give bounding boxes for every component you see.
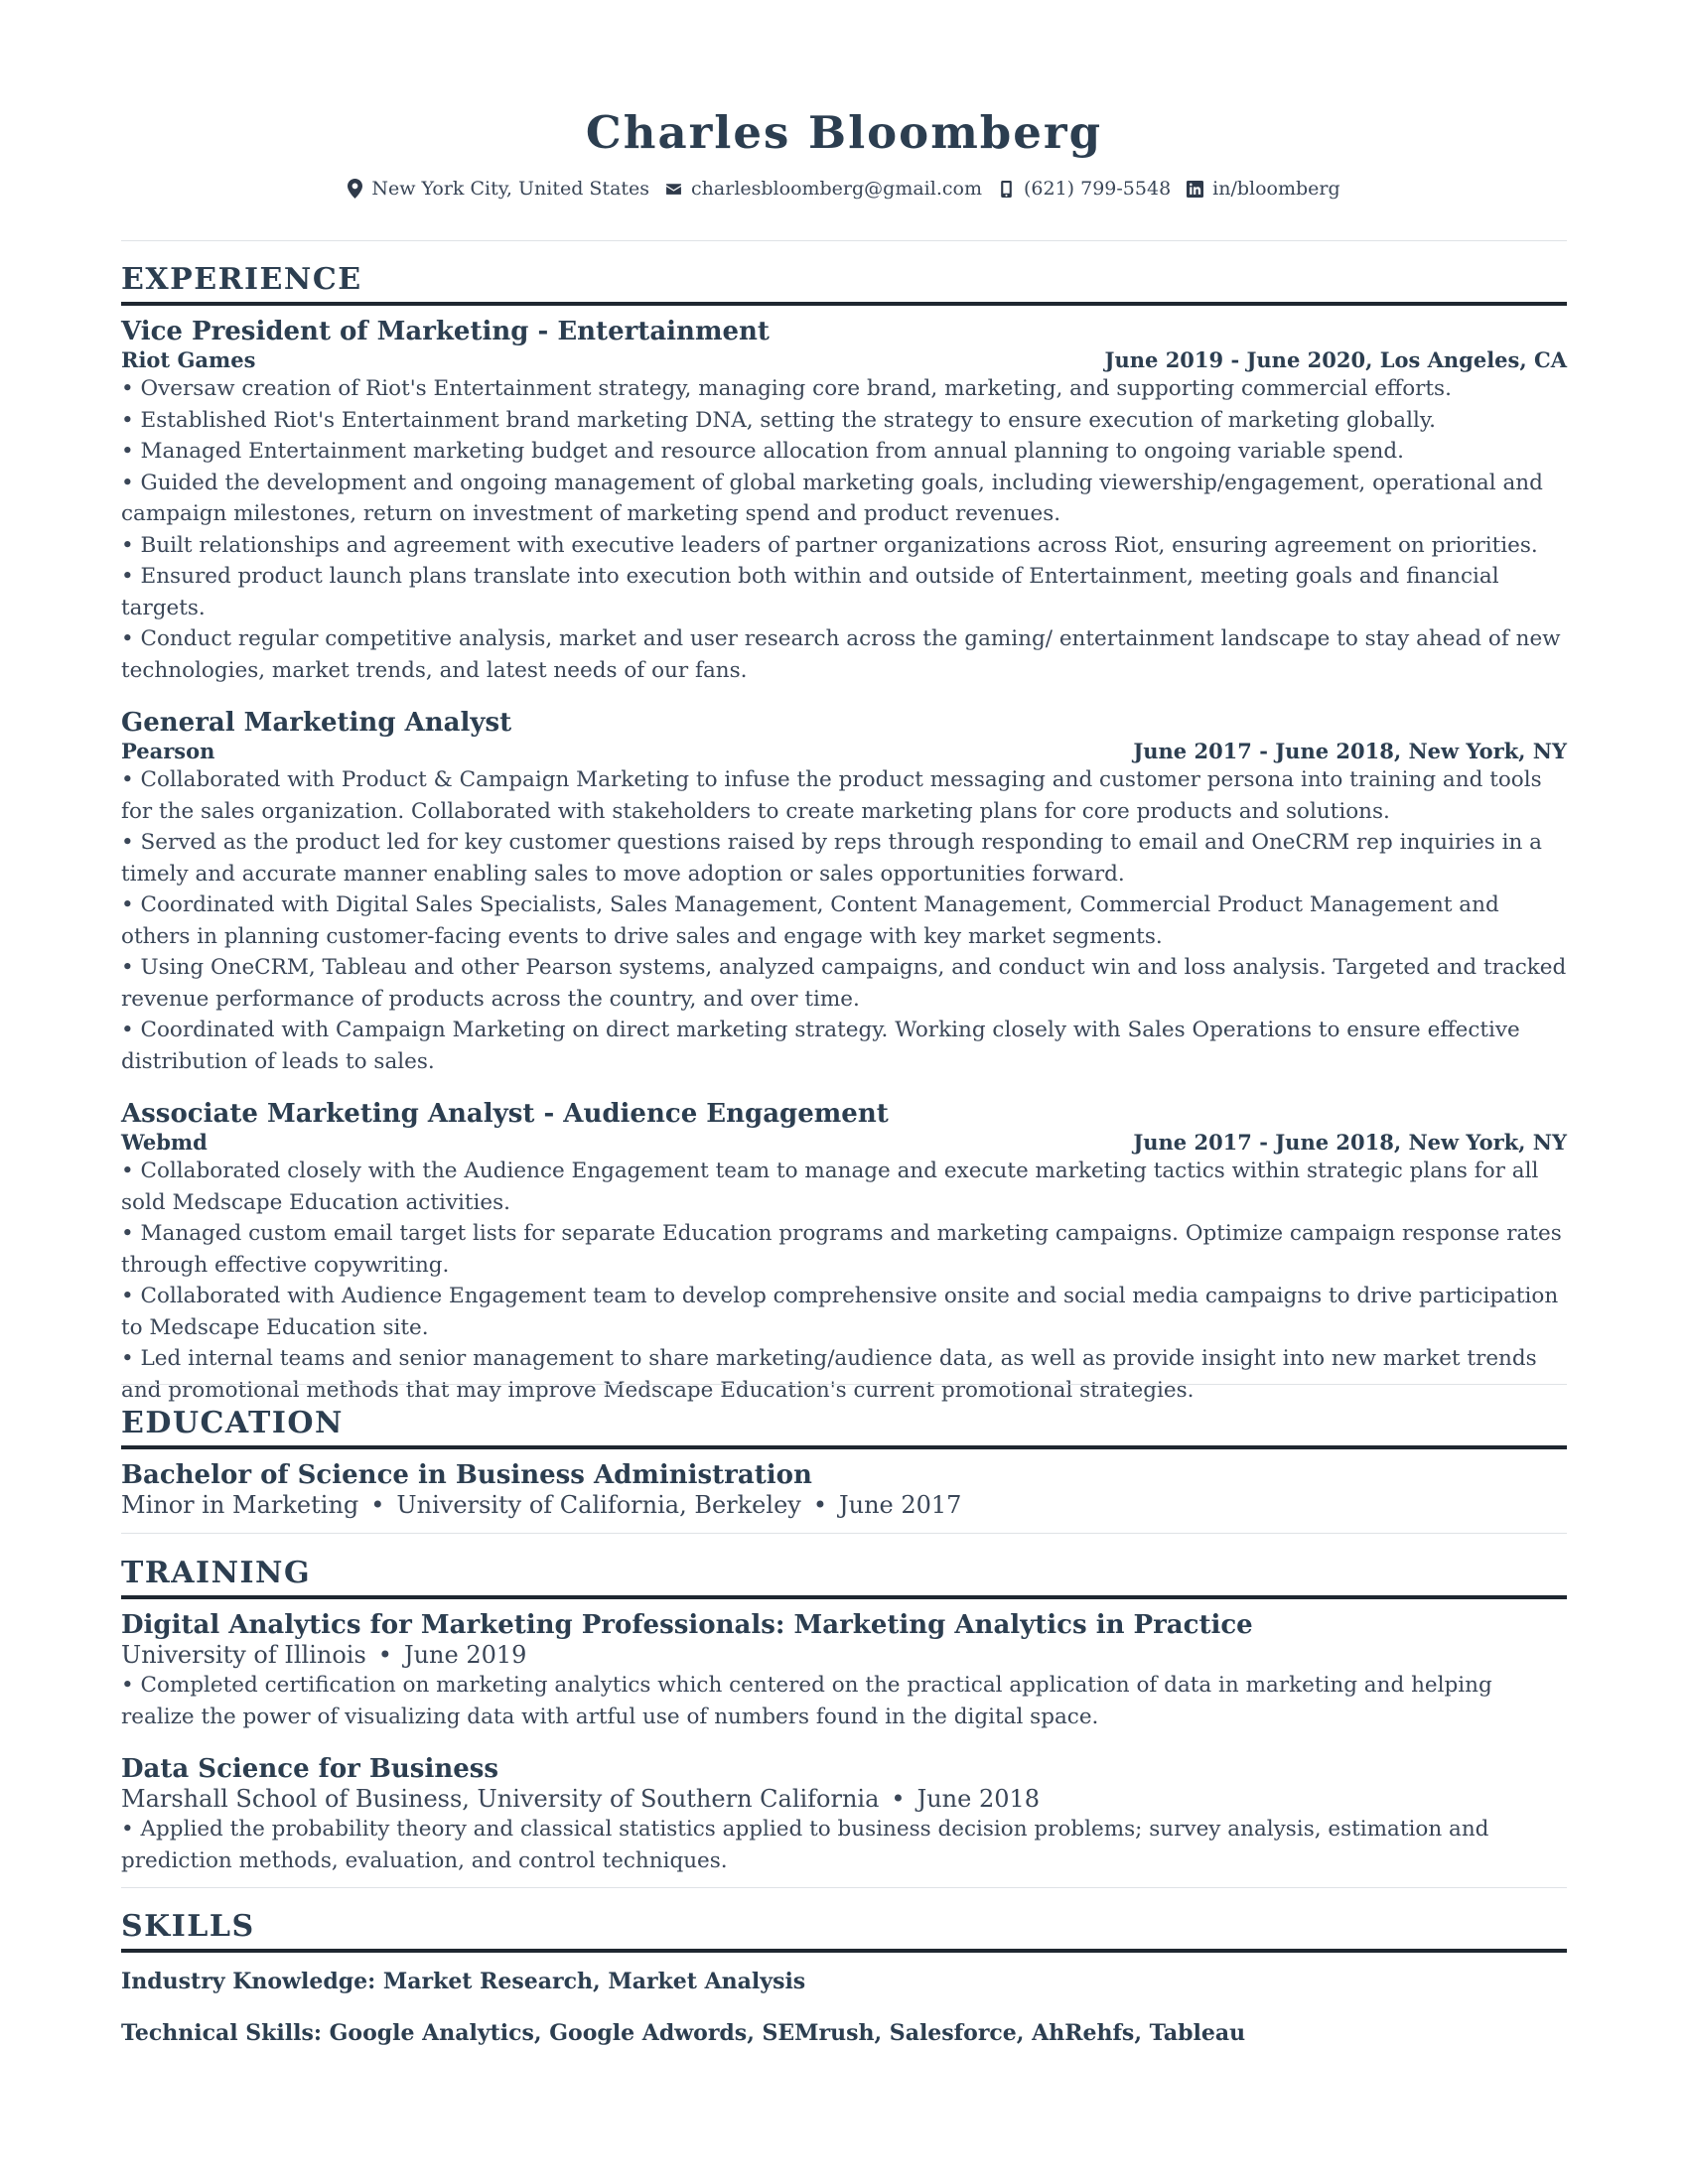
education-entry xyxy=(121,1459,1567,1520)
job-meta xyxy=(121,739,1567,764)
job-title: General Marketing Analyst xyxy=(121,708,512,738)
training-heading: TRAINING xyxy=(121,1556,312,1590)
email-text[interactable]: charlesbloomberg@gmail.com xyxy=(691,178,982,200)
job-company: Riot Games xyxy=(121,347,256,372)
job-bullets xyxy=(121,1156,1567,1406)
header-divider xyxy=(121,240,1567,241)
job-company: Pearson xyxy=(121,739,215,763)
job-dates: June 2017 - June 2018, New York, NY xyxy=(1133,1130,1567,1155)
job-entry xyxy=(121,707,1567,1077)
separator-dot: • xyxy=(377,1641,392,1669)
linkedin-icon xyxy=(1187,181,1203,198)
education-minor: Minor in Marketing xyxy=(121,1491,359,1519)
training-bullets xyxy=(121,1814,1567,1876)
job-meta xyxy=(121,1130,1567,1156)
education-heading: EDUCATION xyxy=(121,1406,344,1440)
job-bullet: • Guided the development and ongoing management of global marketing goals, including viewership/engagement, operational and campaign milestones, return on investment of marketing spend and product revenues. xyxy=(121,470,1543,526)
training-school: Marshall School of Business, University of Southern California xyxy=(121,1785,880,1813)
training-bullets xyxy=(121,1670,1567,1732)
section-divider xyxy=(121,1887,1567,1888)
training-heading-rule xyxy=(121,1595,1567,1599)
education-school: University of California, Berkeley xyxy=(396,1491,801,1519)
training-entry xyxy=(121,1609,1567,1732)
training-date: June 2019 xyxy=(403,1641,527,1669)
training-bullet: • Applied the probability theory and classical statistics applied to business decision problems; survey analysis, estimation and prediction methods, evaluation, and control techniques. xyxy=(121,1817,1489,1873)
section-divider xyxy=(121,1384,1567,1385)
job-bullet: • Led internal teams and senior management to share marketing/audience data, as well as provide insight into new market trends and promotional methods that may improve Medscape Education's current promotional strategies. xyxy=(121,1346,1537,1403)
linkedin-text[interactable]: in/bloomberg xyxy=(1212,178,1340,200)
job-bullet: • Conduct regular competitive analysis, market and user research across the gaming/ entertainment landscape to stay ahead of new technologies, market trends, and latest needs of our fans. xyxy=(121,626,1561,683)
skills-heading: SKILLS xyxy=(121,1909,255,1944)
skills-industry: Industry Knowledge: Market Research, Market Analysis xyxy=(121,1969,806,1994)
section-divider xyxy=(121,1533,1567,1534)
training-date: June 2018 xyxy=(916,1785,1041,1813)
mobile-phone-icon xyxy=(998,181,1015,198)
job-dates: June 2019 - June 2020, Los Angeles, CA xyxy=(1104,347,1567,372)
training-entry xyxy=(121,1753,1567,1876)
contact-location xyxy=(348,175,649,203)
training-meta xyxy=(121,1785,1567,1814)
job-title: Vice President of Marketing - Entertainment xyxy=(121,317,770,346)
separator-dot: • xyxy=(370,1491,385,1519)
experience-heading: EXPERIENCE xyxy=(121,262,362,297)
location-text: New York City, United States xyxy=(371,178,650,200)
job-bullet: • Ensured product launch plans translate into execution both within and outside of Entertainment, meeting goals and financial targets. xyxy=(121,564,1499,620)
envelope-icon xyxy=(665,181,682,198)
contact-email[interactable] xyxy=(665,175,982,203)
job-meta xyxy=(121,347,1567,373)
skills-technical: Technical Skills: Google Analytics, Google Adwords, SEMrush, Salesforce, AhRehfs, Tableau xyxy=(121,2020,1246,2046)
job-bullet: • Collaborated with Product & Campaign Marketing to infuse the product messaging and customer persona into training and tools for the sales organization. Collaborated with stakeholders to create marketing plans for core products and solutions. xyxy=(121,767,1542,824)
training-bullet: • Completed certification on marketing analytics which centered on the practical application of data in marketing and helping realize the power of visualizing data with artful use of numbers found in the digital space. xyxy=(121,1673,1492,1729)
job-dates: June 2017 - June 2018, New York, NY xyxy=(1133,739,1567,763)
job-bullets xyxy=(121,764,1567,1077)
job-bullet: • Managed custom email target lists for separate Education programs and marketing campaigns. Optimize campaign response rates through effective copywriting. xyxy=(121,1221,1562,1278)
job-bullet: • Using OneCRM, Tableau and other Pearson systems, analyzed campaigns, and conduct win and loss analysis. Targeted and tracked revenue performance of products across the country, and over time. xyxy=(121,955,1567,1012)
training-school: University of Illinois xyxy=(121,1641,366,1669)
training-meta xyxy=(121,1641,1567,1670)
location-pin-icon xyxy=(348,179,362,199)
job-entry xyxy=(121,316,1567,686)
skills-heading-rule xyxy=(121,1949,1567,1953)
contact-bar xyxy=(121,175,1567,203)
phone-text[interactable]: (621) 799-5548 xyxy=(1023,178,1172,200)
job-bullet: • Built relationships and agreement with executive leaders of partner organizations across Riot, ensuring agreement on priorities. xyxy=(121,532,1538,558)
education-section xyxy=(121,1404,1567,1520)
education-meta xyxy=(121,1491,1567,1520)
job-company: Webmd xyxy=(121,1130,208,1155)
separator-dot: • xyxy=(891,1785,906,1813)
job-bullet: • Established Riot's Entertainment brand marketing DNA, setting the strategy to ensure execution of marketing globally. xyxy=(121,407,1436,433)
training-title: Data Science for Business xyxy=(121,1754,499,1784)
contact-linkedin[interactable] xyxy=(1187,175,1340,203)
job-bullet: • Collaborated closely with the Audience Engagement team to manage and execute marketing tactics within strategic plans for all sold Medscape Education activities. xyxy=(121,1159,1539,1215)
experience-section xyxy=(121,260,1567,1406)
degree-title: Bachelor of Science in Business Administration xyxy=(121,1460,812,1490)
job-entry xyxy=(121,1098,1567,1406)
education-heading-rule xyxy=(121,1445,1567,1449)
candidate-name: Charles Bloomberg xyxy=(585,106,1103,159)
job-bullet: • Oversaw creation of Riot's Entertainment strategy, managing core brand, marketing, and supporting commercial efforts. xyxy=(121,376,1452,401)
contact-phone[interactable] xyxy=(998,175,1171,203)
experience-heading-rule xyxy=(121,302,1567,306)
training-section xyxy=(121,1554,1567,1876)
job-bullet: • Coordinated with Campaign Marketing on direct marketing strategy. Working closely with Sales Operations to ensure effective distribution of leads to sales. xyxy=(121,1018,1520,1074)
job-title: Associate Marketing Analyst - Audience Engagement xyxy=(121,1099,889,1129)
separator-dot: • xyxy=(812,1491,827,1519)
job-bullet: • Coordinated with Digital Sales Specialists, Sales Management, Content Management, Commercial Product Management and others in planning customer-facing events to drive sales and engage with key market segments. xyxy=(121,892,1499,949)
job-bullet: • Served as the product led for key customer questions raised by reps through responding to email and OneCRM rep inquiries in a timely and accurate manner enabling sales to move adoption or sales opportunities forward. xyxy=(121,830,1542,887)
education-date: June 2017 xyxy=(838,1491,962,1519)
job-bullet: • Managed Entertainment marketing budget and resource allocation from annual planning to ongoing variable spend. xyxy=(121,439,1404,464)
skills-section xyxy=(121,1907,1567,2048)
job-bullets xyxy=(121,373,1567,686)
training-title: Digital Analytics for Marketing Professionals: Marketing Analytics in Practice xyxy=(121,1610,1253,1640)
job-bullet: • Collaborated with Audience Engagement team to develop comprehensive onsite and social media campaigns to drive participation to Medscape Education site. xyxy=(121,1284,1559,1340)
